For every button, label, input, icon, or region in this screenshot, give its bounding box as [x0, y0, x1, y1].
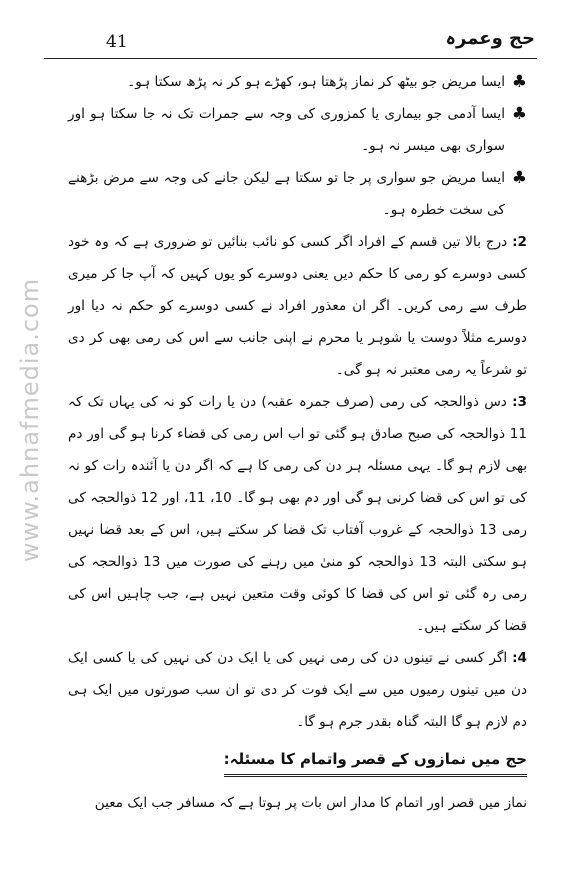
watermark [8, 210, 52, 630]
page-header [44, 28, 537, 59]
paragraph-number: 4: [512, 650, 527, 666]
bullet-item [68, 98, 527, 162]
page-content [68, 66, 527, 819]
bullet-item [68, 66, 527, 98]
bullet-item [68, 162, 527, 226]
clubs-bullet-icon: ♣ [511, 104, 527, 124]
numbered-paragraph [68, 386, 527, 642]
watermark-text: www.ahnafmedia.com [16, 277, 44, 563]
section-heading: حج میں نمازوں کے قصر واتمام کا مسئلہ: [224, 744, 527, 777]
paragraph-text: نماز میں قصر اور اتمام کا مدار اس بات پر ہوتا ہے کہ مسافر جب ایک معین [94, 795, 527, 811]
book-title: حج وعمرہ [445, 28, 535, 49]
paragraph-text: اگر کسی نے تینوں دن کی رمی نہیں کی یا ایک دن کی نہیں کی یا کسی ایک دن میں تینوں رمیوں میں سے ایک فوت کر دی تو ان سب صورتوں میں ایک ہی دم لازم ہو گا البتہ گناہ بقدر جرم ہو گا۔ [68, 650, 527, 730]
bullet-text: ایسا آدمی جو بیماری یا کمزوری کی وجہ سے جمرات تک نہ جا سکتا ہو اور سواری بھی میسر نہ ہو۔ [68, 106, 505, 154]
numbered-paragraph [68, 642, 527, 738]
paragraph-text: درج بالا تین قسم کے افراد اگر کسی کو نائب بنائیں تو ضروری ہے کہ وہ خود کسی دوسرے کو رمی کا حکم دیں یعنی دوسرے کو یوں کہیں کہ آپ جا کر میری طرف سے رمی کریں۔ اگر ان معذور افراد نے کسی دوسرے کو حکم نہ دیا اور دوسرے مثلاً دوست یا شوہر یا محرم نے اپنی جانب سے اس کی رمی بھی کر دی تو شرعاً یہ رمی معتبر نہ ہو گی۔ [68, 234, 527, 378]
paragraph-number: 2: [512, 234, 527, 250]
paragraph-number: 3: [512, 394, 527, 410]
page-number: 41 [106, 32, 128, 52]
paragraph-text: دس ذوالحجہ کی رمی (صرف جمرہ عقبہ) دن یا رات کو نہ کی یہاں تک کہ 11 ذوالحجہ کی صبح صادق ہو گئی تو اب اس رمی کی قضاء کرنا ہو گی اور دم بھی لازم ہو گا۔ یہی مسئلہ ہر دن کی رمی کا ہے کہ اگر دن یا آئندہ رات کو نہ کی تو اس کی قضا کرنی ہو گی اور دم بھی ہو گا۔ 10، 11، اور 12 ذوالحجہ کی رمی 13 ذوالحجہ کے غروب آفتاب تک قضا کر سکتے ہیں، اس کے بعد قضا نہیں ہو سکتی البتہ 13 ذوالحجہ کو منیٰ میں رہنے کی صورت میں 13 ذوالحجہ کی رمی رہ گئی تو اس کی قضا کا کوئی وقت متعین نہیں ہے، جب چاہیں اس کی قضا کر سکتے ہیں۔ [68, 394, 527, 634]
clubs-bullet-icon: ♣ [511, 72, 527, 92]
bullet-text: ایسا مریض جو بیٹھ کر نماز پڑھتا ہو، کھڑے ہو کر نہ پڑھ سکتا ہو۔ [127, 74, 505, 90]
bullet-text: ایسا مریض جو سواری پر جا تو سکتا ہے لیکن جانے کی وجہ سے مرض بڑھنے کی سخت خطرہ ہو۔ [68, 170, 505, 218]
section-heading-wrap [68, 738, 527, 783]
clubs-bullet-icon: ♣ [511, 168, 527, 188]
numbered-paragraph [68, 226, 527, 386]
